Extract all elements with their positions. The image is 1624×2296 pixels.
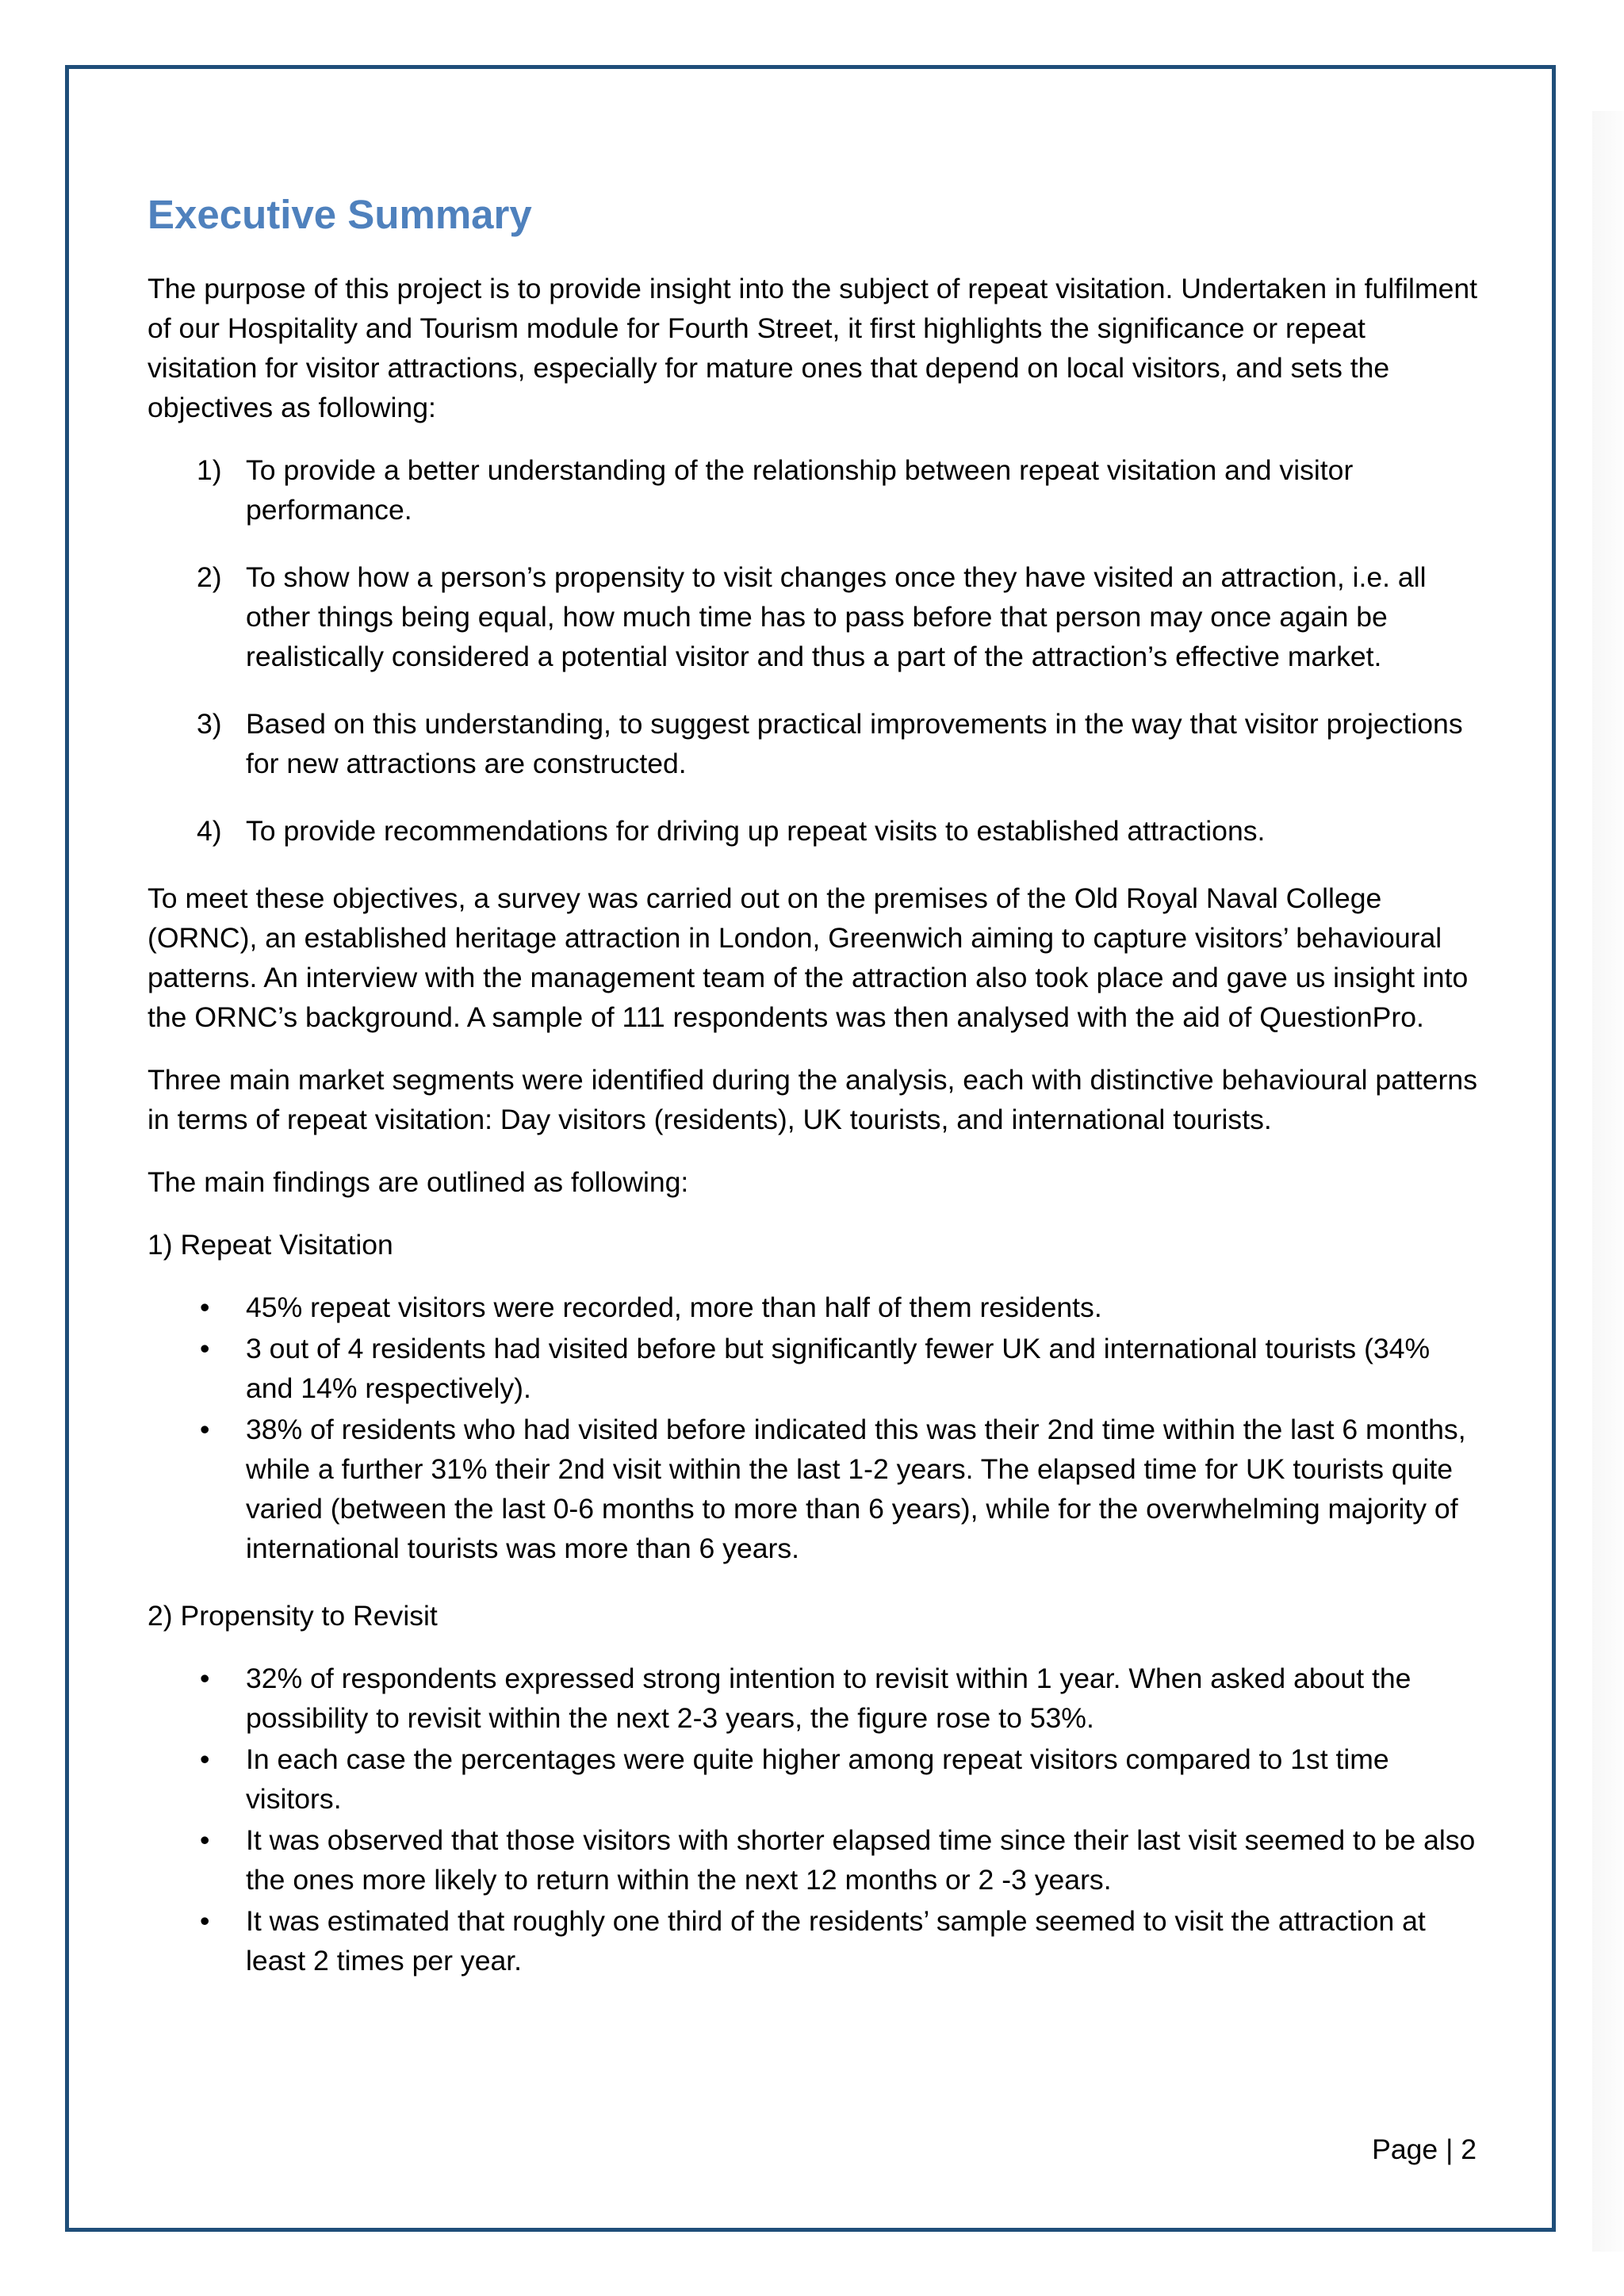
list-item-text: Based on this understanding, to suggest practical improvements in the way that visitor projections for new attractions are constructed. xyxy=(246,708,1463,780)
bullet-icon: • xyxy=(200,1743,210,1776)
list-item-text: To show how a person’s propensity to visit changes once they have visited an attraction, i.e. all other things being equal, how much time has to pass before that person may once again be realistically considered a potential visitor and thus a part of the attraction’s effective market. xyxy=(246,561,1427,673)
list-item-text: To provide recommendations for driving up repeat visits to established attractions. xyxy=(246,815,1266,848)
list-item xyxy=(147,450,1480,530)
list-number: 4) xyxy=(197,815,222,848)
objectives-list xyxy=(147,450,1480,851)
propensity-list xyxy=(147,1659,1480,1980)
segments-paragraph: Three main market segments were identified during the analysis, each with distinctive behavioural patterns in terms of repeat visitation: Day visitors (residents), UK tourists, and international tourists. xyxy=(147,1064,1477,1136)
list-item-text: It was estimated that roughly one third of the residents’ sample seemed to visit the attraction at least 2 times per year. xyxy=(246,1905,1426,1977)
list-item xyxy=(147,557,1480,676)
list-item-text: In each case the percentages were quite higher among repeat visitors compared to 1st time visitors. xyxy=(246,1743,1389,1816)
bullet-icon: • xyxy=(200,1414,210,1446)
list-item-text: 45% repeat visitors were recorded, more than half of them residents. xyxy=(246,1292,1102,1324)
list-item xyxy=(147,1329,1480,1408)
bullet-icon: • xyxy=(200,1905,210,1938)
list-number: 1) xyxy=(197,454,222,487)
list-item xyxy=(147,811,1480,851)
section-heading-repeat-visitation: 1) Repeat Visitation xyxy=(147,1229,393,1261)
section-heading-propensity: 2) Propensity to Revisit xyxy=(147,1600,438,1632)
bullet-icon: • xyxy=(200,1824,210,1857)
list-item xyxy=(147,1410,1480,1568)
page-number: Page | 2 xyxy=(1372,2133,1477,2165)
list-item xyxy=(147,1288,1480,1327)
document-content xyxy=(147,190,1480,2008)
repeat-visitation-list xyxy=(147,1288,1480,1568)
method-paragraph: To meet these objectives, a survey was carried out on the premises of the Old Royal Naval College (ORNC), an established heritage attraction in London, Greenwich aiming to capture visitors’ behavioural patterns. An interview with the management team of the attraction also took place and gave us insight into the ORNC’s background. A sample of 111 respondents was then analysed with the aid of QuestionPro. xyxy=(147,882,1469,1034)
findings-intro: The main findings are outlined as following: xyxy=(147,1166,689,1199)
bullet-icon: • xyxy=(200,1333,210,1365)
page-edge-shadow xyxy=(1592,111,1624,2252)
list-item xyxy=(147,1820,1480,1900)
list-item-text: To provide a better understanding of the relationship between repeat visitation and visitor performance. xyxy=(246,454,1354,526)
list-item-text: 32% of respondents expressed strong intention to revisit within 1 year. When asked about the possibility to revisit within the next 2-3 years, the figure rose to 53%. xyxy=(246,1663,1411,1735)
list-number: 3) xyxy=(197,708,222,740)
list-item xyxy=(147,1739,1480,1819)
list-item xyxy=(147,704,1480,783)
list-item-text: 38% of residents who had visited before indicated this was their 2nd time within the last 6 months, while a further 31% their 2nd visit within the last 1-2 years. The elapsed time for UK tourists quite varied (between the last 0-6 months to more than 6 years), while for the overwhelming majority of international tourists was more than 6 years. xyxy=(246,1414,1466,1565)
bullet-icon: • xyxy=(200,1292,210,1324)
bullet-icon: • xyxy=(200,1663,210,1695)
intro-paragraph: The purpose of this project is to provide insight into the subject of repeat visitation. Undertaken in fulfilment of our Hospitality and Tourism module for Fourth Street, it first highlights the significance or repeat visitation for visitor attractions, especially for mature ones that depend on local visitors, and sets the objectives as following: xyxy=(147,273,1478,424)
list-number: 2) xyxy=(197,561,222,594)
list-item-text: It was observed that those visitors with shorter elapsed time since their last visit seemed to be also the ones more likely to return within the next 12 months or 2 -3 years. xyxy=(246,1824,1476,1896)
list-item xyxy=(147,1901,1480,1980)
list-item xyxy=(147,1659,1480,1738)
list-item-text: 3 out of 4 residents had visited before but significantly fewer UK and international tourists (34% and 14% respectively). xyxy=(246,1333,1431,1405)
page-title: Executive Summary xyxy=(147,192,532,237)
